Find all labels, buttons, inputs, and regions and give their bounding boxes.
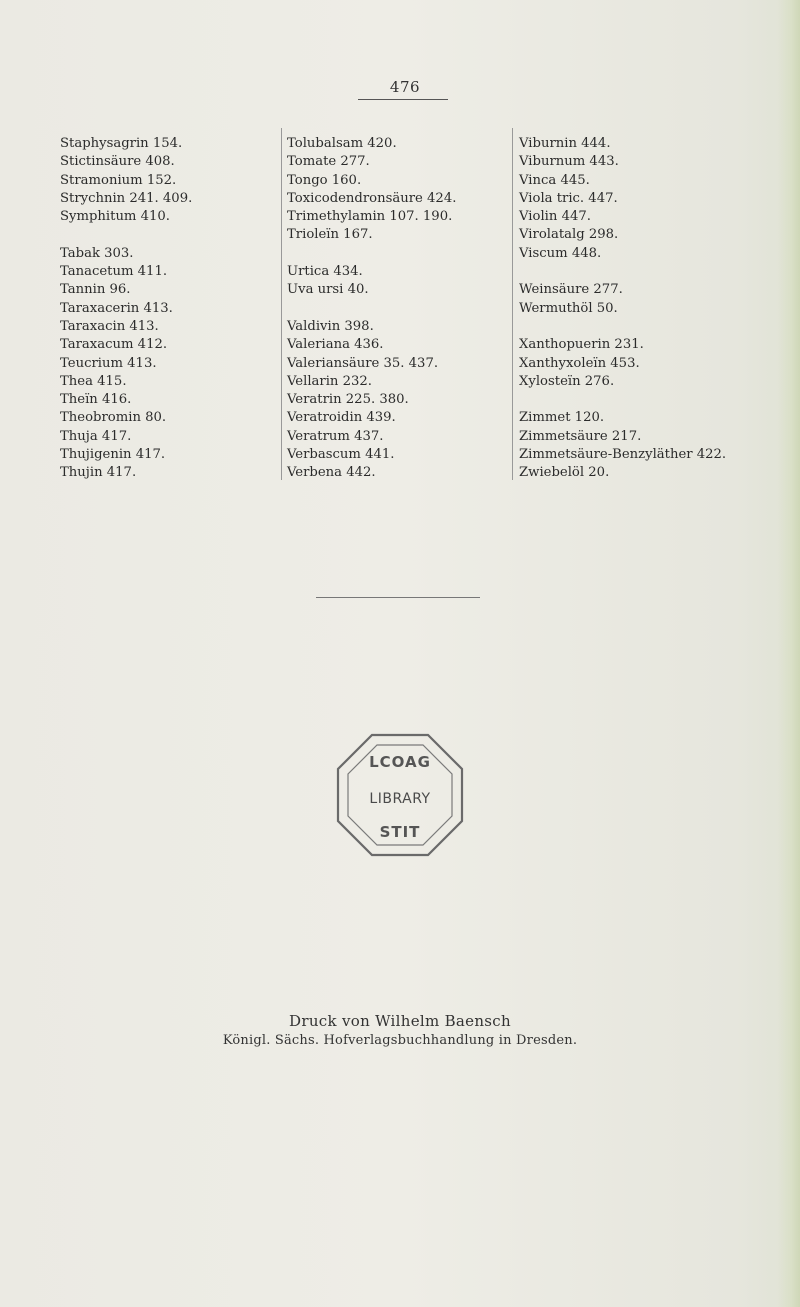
index-column-3 (519, 135, 726, 483)
index-entry: Vinca 445. (519, 172, 590, 188)
index-entry: Staphysagrin 154. (60, 136, 183, 151)
index-entry: Zwiebelöl 20. (519, 465, 610, 481)
index-entry: Zimmet 120. (519, 410, 605, 426)
page-edge-shadow (778, 0, 800, 1307)
index-entry: Virolatalg 298. (519, 227, 619, 243)
index-entry: Viburnum 443. (519, 154, 619, 170)
section-gap (519, 391, 726, 409)
index-entry: Zimmetsäure-Benzyläther 422. (519, 447, 727, 463)
index-entry: Thujin 417. (60, 465, 137, 481)
index-entry: Valdivin 398. (287, 318, 374, 334)
index-entry: Xanthyxoleïn 453. (519, 355, 640, 371)
index-entry: Vellarin 232. (287, 373, 372, 389)
index-entry: Zimmetsäure 217. (519, 428, 642, 444)
index-entry: Thujigenin 417. (60, 447, 166, 463)
stamp-bottom-text: STIT (379, 823, 421, 841)
index-entry: Xanthopuerin 231. (519, 337, 644, 353)
index-entry: Xylosteïn 276. (519, 373, 615, 389)
index-entry: Weinsäure 277. (519, 282, 623, 298)
index-entry: Veratroidin 439. (287, 410, 396, 426)
index-entry: Tanacetum 411. (60, 264, 168, 280)
section-gap (519, 263, 726, 281)
index-entry: Valeriansäure 35. 437. (287, 355, 439, 371)
page-number: 476 (389, 78, 421, 96)
publisher-imprint: Königl. Sächs. Hofverlagsbuchhandlung in Dresden. (222, 1033, 578, 1048)
index-entry: Taraxacerin 413. (60, 300, 173, 316)
column-divider (512, 128, 513, 480)
index-entry: Veratrin 225. 380. (287, 392, 409, 408)
index-entry: Teucrium 413. (60, 355, 157, 371)
index-entry: Thea 415. (60, 373, 127, 389)
header-rule (358, 99, 448, 100)
section-gap (519, 318, 726, 336)
index-entry: Stramonium 152. (60, 172, 177, 188)
index-entry: Tabak 303. (60, 245, 134, 261)
index-entry: Verbena 442. (287, 465, 376, 481)
index-entry: Symphitum 410. (60, 209, 170, 225)
index-entry: Violin 447. (519, 209, 591, 225)
index-entry: Stictinsäure 408. (60, 154, 175, 170)
index-column-2 (287, 135, 456, 483)
index-entry: Trioleïn 167. (287, 227, 373, 243)
index-entry: Viburnin 444. (519, 136, 611, 151)
library-stamp-icon (330, 725, 470, 865)
index-entry: Tannin 96. (60, 282, 131, 298)
index-entry: Thuja 417. (60, 428, 132, 444)
index-entry: Wermuthöl 50. (519, 300, 618, 316)
index-entry: Trimethylamin 107. 190. (287, 209, 453, 225)
library-stamp (330, 725, 470, 865)
index-entry: Tongo 160. (287, 172, 362, 188)
index-entry: Valeriana 436. (287, 337, 384, 353)
index-entry: Theobromin 80. (60, 410, 167, 426)
column-divider (281, 128, 282, 480)
index-entry: Toxicodendronsäure 424. (287, 190, 457, 206)
section-gap (60, 226, 192, 244)
stamp-top-text: LCOAG (369, 753, 431, 771)
end-rule (316, 597, 480, 598)
index-entry: Tomate 277. (287, 154, 370, 170)
printer-imprint: Druck von Wilhelm Baensch (289, 1012, 511, 1030)
index-entry: Theïn 416. (60, 392, 132, 408)
index-entry: Tolubalsam 420. (287, 136, 397, 151)
index-entry: Verbascum 441. (287, 447, 395, 463)
index-column-1 (60, 135, 192, 483)
index-entry: Taraxacin 413. (60, 318, 159, 334)
index-entry: Strychnin 241. 409. (60, 190, 193, 206)
index-entry: Viscum 448. (519, 245, 602, 261)
index-entry: Taraxacum 412. (60, 337, 168, 353)
index-entry: Veratrum 437. (287, 428, 384, 444)
stamp-middle-text: LIBRARY (369, 791, 431, 807)
section-gap (287, 300, 456, 318)
index-entry: Urtica 434. (287, 264, 363, 280)
section-gap (287, 245, 456, 263)
index-entry: Uva ursi 40. (287, 282, 369, 298)
index-entry: Viola tric. 447. (519, 190, 618, 206)
